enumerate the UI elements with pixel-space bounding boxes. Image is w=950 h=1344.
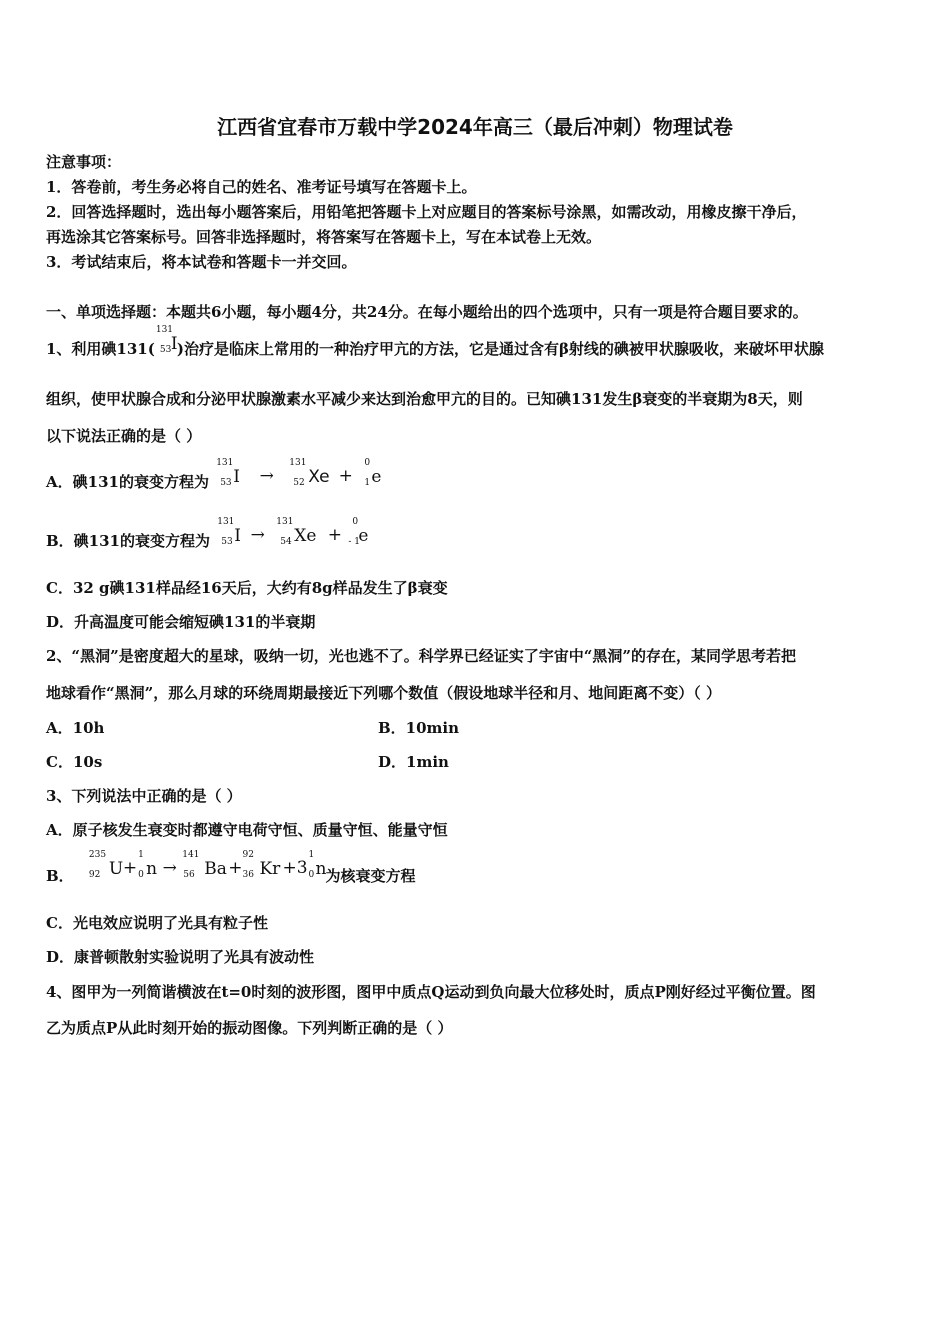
q2-option-b: B．10min [378,719,460,737]
q1-option-a-equation: 131 53 I → 131 52 Xe + 0 1 e [216,457,382,488]
q3-option-b-suffix: 为核衰变方程 [325,867,416,885]
q1-option-b [46,516,369,552]
q3-option-b-label: B． [46,867,74,885]
q1-option-c: C．32 g碘131样品经16天后，大约有8g样品发生了β衰变 [46,579,448,597]
q3-option-b [46,849,416,887]
q4-line-1: 4、图甲为一列简谐横波在t=0时刻的波形图，图甲中质点Q运动到负向最大位移处时，质点P刚好经过平衡位置。图 [46,983,816,1001]
page-title: 江西省宜春市万载中学2024年高三（最后冲刺）物理试卷 [217,115,733,139]
q1-line-2: 组织，使甲状腺合成和分泌甲状腺激素水平减少来达到治愈甲亢的目的。已知碘131发生β衰变的半衰期为8天，则 [46,390,803,408]
q4-line-2: 乙为质点P从此时刻开始的振动图像。下列判断正确的是（ ） [46,1019,453,1037]
iodine-nuclide: 131 53 I [155,325,178,355]
section-1-heading: 一、单项选择题：本题共6小题，每小题4分，共24分。在每小题给出的四个选项中，只有一项是符合题目要求的。 [46,303,808,321]
q1-prefix: 1、利用碘131( [46,340,155,358]
q1-suffix: )治疗是临床上常用的一种治疗甲亢的方法，它是通过含有β射线的碘被甲状腺吸收，来破坏甲状腺 [176,340,824,358]
q1-option-b-equation: 131 53 I → 131 54 Xe + 0 - 1 e [217,516,369,547]
q3-option-a: A．原子核发生衰变时都遵守电荷守恒、质量守恒、能量守恒 [46,821,448,839]
q3-stem: 3、下列说法中正确的是（ ） [46,787,242,805]
q1-line-1 [46,325,824,360]
q2-line-2: 地球看作“黑洞”，那么月球的环绕周期最接近下列哪个数值（假设地球半径和月、地间距离不变）（ ） [46,684,721,702]
q3-option-b-equation: 235 92 U+ 1 0 n → 141 56 Ba+ 92 36 Kr +3 1 0 n [88,849,327,880]
notice-item-3: 3．考试结束后，将本试卷和答题卡一并交回。 [46,253,357,271]
notice-heading: 注意事项： [46,153,122,171]
notice-item-1: 1．答卷前，考生务必将自己的姓名、准考证号填写在答题卡上。 [46,178,477,196]
q1-option-d: D．升高温度可能会缩短碘131的半衰期 [46,613,316,631]
q3-option-c: C．光电效应说明了光具有粒子性 [46,914,268,932]
q1-option-b-label: B．碘131的衰变方程为 [46,532,210,550]
q1-option-a [46,457,382,493]
q1-line-3: 以下说法正确的是（ ） [46,427,202,445]
q2-line-1: 2、“黑洞”是密度超大的星球，吸纳一切，光也逃不了。科学界已经证实了宇宙中“黑洞”的存在，某同学思考若把 [46,647,796,665]
q3-option-d: D．康普顿散射实验说明了光具有波动性 [46,948,315,966]
notice-item-2-cont: 再选涂其它答案标号。回答非选择题时，将答案写在答题卡上，写在本试卷上无效。 [46,228,602,246]
notice-item-2: 2．回答选择题时，选出每小题答案后，用铅笔把答题卡上对应题目的答案标号涂黑，如需改动，用橡皮擦干净后， [46,203,807,221]
q1-option-a-label: A．碘131的衰变方程为 [46,473,209,491]
q2-option-d: D．1min [378,753,449,771]
q2-option-c: C．10s [46,753,103,771]
q2-option-a: A．10h [46,719,105,737]
